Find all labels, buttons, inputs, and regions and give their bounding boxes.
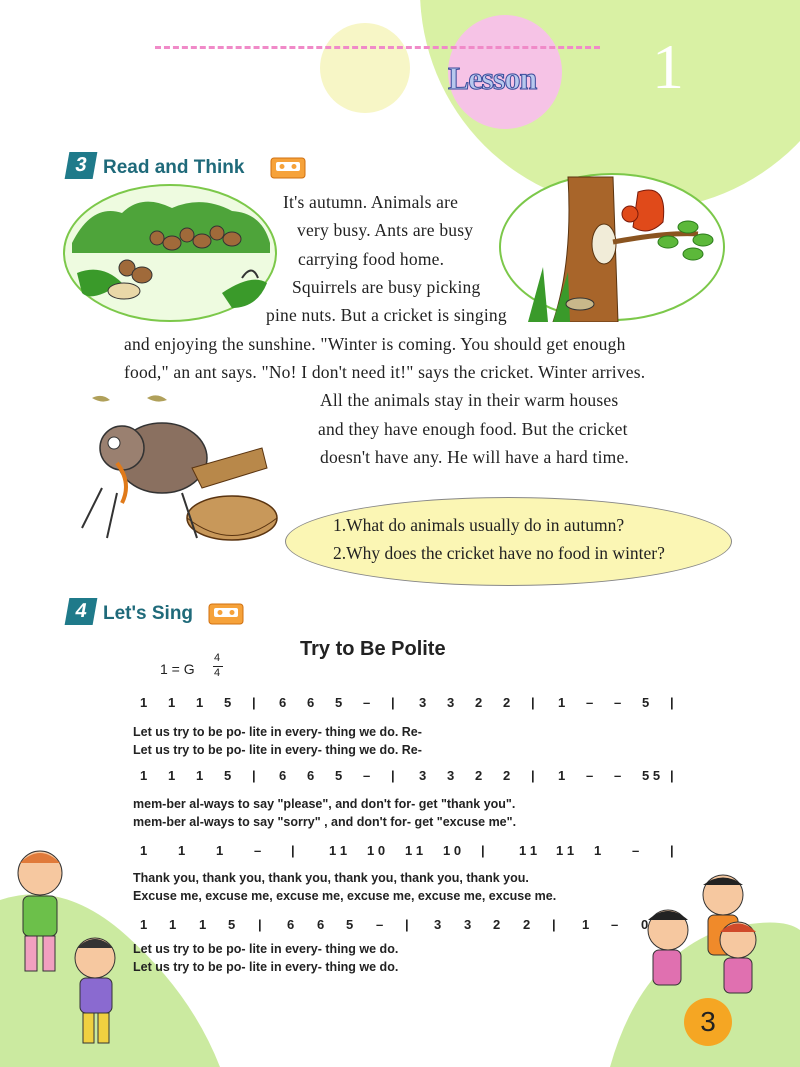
note: – (614, 695, 622, 710)
note: – (376, 917, 384, 932)
barline: | (481, 843, 485, 858)
barline: | (391, 768, 395, 783)
barline: | (552, 917, 556, 932)
song-key: 1 = G (160, 661, 195, 677)
reading-line-10: doesn't have any. He will have a hard time. (320, 447, 629, 467)
note: 6 (317, 917, 325, 932)
children-left-illustration (5, 848, 130, 1048)
note: 2 (503, 768, 511, 783)
note: 5 5 (642, 768, 661, 783)
header-yellow-circle (320, 23, 410, 113)
note: 3 (419, 768, 427, 783)
notation-row-2 (130, 768, 690, 790)
note: 2 (475, 768, 483, 783)
lyrics-line-1a: Let us try to be po- lite in every- thing we do. Re- (133, 725, 422, 739)
lyrics-line-4b: Let us try to be po- lite in every- thing we do. (133, 960, 399, 974)
note: 1 (140, 843, 148, 858)
lyrics-line-3a: Thank you, thank you, thank you, thank you, thank you, thank you. (133, 871, 529, 885)
note: 6 (307, 695, 315, 710)
note: – (586, 695, 594, 710)
note: 2 (475, 695, 483, 710)
reading-line-8: All the animals stay in their warm houses (320, 390, 619, 410)
note: 1 (199, 917, 207, 932)
note: 6 (287, 917, 295, 932)
note: 1 1 (556, 843, 575, 858)
note: 3 (447, 695, 455, 710)
time-signature-bottom: 4 (214, 667, 221, 679)
page-number: 3 (684, 998, 732, 1046)
cassette-tape-icon[interactable] (270, 157, 306, 179)
notation-row-4 (130, 917, 690, 939)
note: 5 (228, 917, 236, 932)
note: – (611, 917, 619, 932)
note: 1 (196, 695, 204, 710)
lyrics-line-1b: Let us try to be po- lite in every- thing we do. Re- (133, 743, 422, 757)
reading-line-4: Squirrels are busy picking (292, 277, 481, 297)
note: 3 (464, 917, 472, 932)
questions-oval (285, 497, 732, 586)
note: 2 (503, 695, 511, 710)
reading-line-5: pine nuts. But a cricket is singing (266, 305, 507, 325)
barline: | (252, 695, 256, 710)
notation-row-3 (130, 843, 690, 865)
note: 6 (307, 768, 315, 783)
squirrel-illustration (498, 172, 726, 322)
section-3-title: Read and Think (103, 157, 245, 178)
note: 1 (196, 768, 204, 783)
lyrics-line-2b: mem-ber al-ways to say "sorry" , and don't for- get "excuse me". (133, 815, 517, 829)
time-signature-top: 4 (214, 652, 221, 664)
note: 5 (346, 917, 354, 932)
song-title: Try to Be Polite (300, 638, 446, 660)
reading-line-1: It's autumn. Animals are (283, 192, 459, 212)
lesson-label: Lesson (448, 60, 537, 96)
note: 1 0 (367, 843, 386, 858)
lyrics-line-3b: Excuse me, excuse me, excuse me, excuse me, excuse me, excuse me. (133, 889, 557, 903)
note: 3 (419, 695, 427, 710)
note: 1 (140, 917, 148, 932)
note: 6 (279, 768, 287, 783)
reading-line-3: carrying food home. (298, 249, 445, 269)
barline: | (391, 695, 395, 710)
note: 1 (140, 768, 148, 783)
lesson-number: 1 (652, 31, 684, 102)
note: 1 (216, 843, 224, 858)
note: 3 (434, 917, 442, 932)
note: 5 (335, 695, 343, 710)
note: 3 (447, 768, 455, 783)
cassette-tape-icon[interactable] (208, 603, 244, 625)
note: 1 (558, 768, 566, 783)
note: 1 (169, 917, 177, 932)
note: 1 1 (329, 843, 348, 858)
barline: | (258, 917, 262, 932)
note: – (614, 768, 622, 783)
note: – (363, 695, 371, 710)
barline: | (670, 843, 674, 858)
barline: | (252, 768, 256, 783)
note: 2 (493, 917, 501, 932)
note: 1 (168, 768, 176, 783)
lyrics-line-4a: Let us try to be po- lite in every- thing we do. (133, 942, 399, 956)
note: 6 (279, 695, 287, 710)
barline: | (291, 843, 295, 858)
question-2: 2.Why does the cricket have no food in winter? (333, 543, 665, 563)
barline: | (670, 768, 674, 783)
cricket-illustration (62, 388, 287, 553)
note: – (254, 843, 262, 858)
note: 1 (558, 695, 566, 710)
section-4-title: Let's Sing (103, 603, 194, 624)
note: 5 (335, 768, 343, 783)
note: 5 (642, 695, 650, 710)
lyrics-line-2a: mem-ber al-ways to say "please", and don't for- get "thank you". (133, 797, 516, 811)
barline: | (405, 917, 409, 932)
question-1: 1.What do animals usually do in autumn? (333, 515, 625, 535)
reading-line-2: very busy. Ants are busy (297, 220, 474, 240)
section-3-number: 3 (65, 152, 98, 179)
note: 5 (224, 768, 232, 783)
section-4-number: 4 (65, 598, 98, 625)
notation-row-1 (130, 695, 690, 717)
note: – (586, 768, 594, 783)
ants-illustration (62, 183, 278, 323)
note: 0 (641, 917, 649, 932)
barline: | (531, 695, 535, 710)
note: 1 (178, 843, 186, 858)
note: 1 (582, 917, 590, 932)
note: – (363, 768, 371, 783)
note: 1 (168, 695, 176, 710)
note: – (632, 843, 640, 858)
reading-line-6: and enjoying the sunshine. "Winter is coming. You should get enough (124, 334, 626, 354)
note: 1 (140, 695, 148, 710)
header-dashed-line (155, 46, 600, 49)
reading-line-7: food," an ant says. "No! I don't need it!" says the cricket. Winter arrives. (124, 362, 646, 382)
note: 2 (523, 917, 531, 932)
barline: | (531, 768, 535, 783)
barline: | (670, 695, 674, 710)
note: 1 1 (405, 843, 424, 858)
note: 1 (594, 843, 602, 858)
note: 1 0 (443, 843, 462, 858)
reading-line-9: and they have enough food. But the cricket (318, 419, 628, 439)
note: 5 (224, 695, 232, 710)
note: 1 1 (519, 843, 538, 858)
